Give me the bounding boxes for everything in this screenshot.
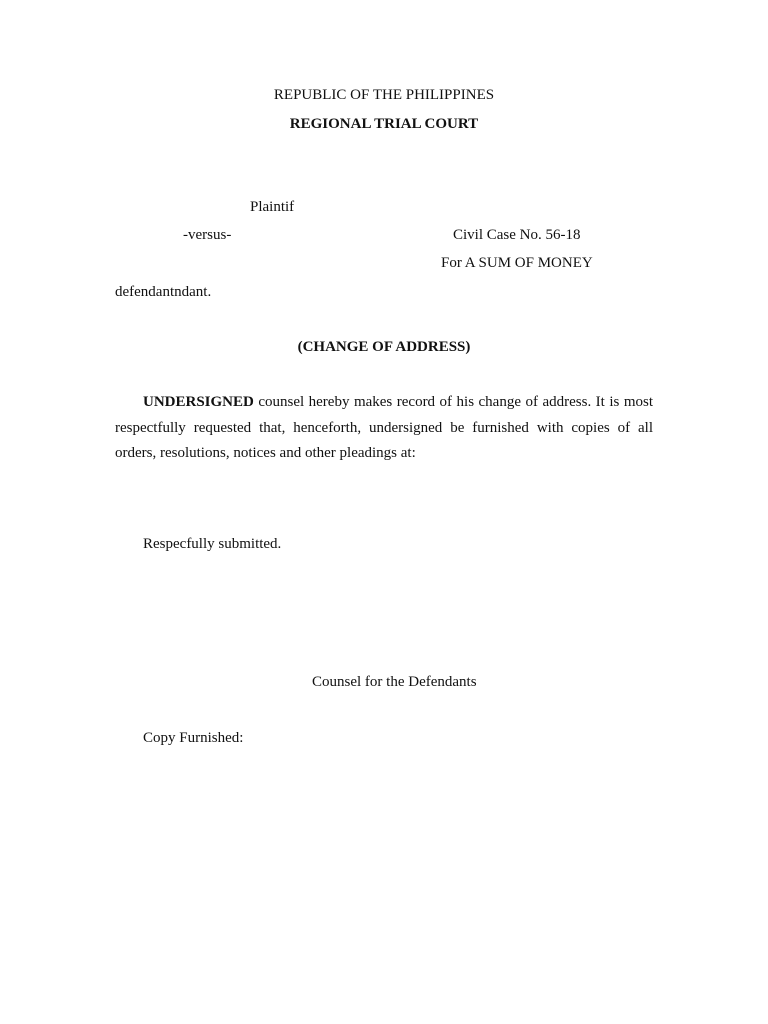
counsel-signature-label: Counsel for the Defendants — [312, 674, 477, 690]
respectfully-submitted: Respecfully submitted. — [143, 536, 282, 552]
court-heading: REGIONAL TRIAL COURT — [289, 116, 479, 132]
plaintiff-label: Plaintif — [250, 199, 295, 215]
body-text: counsel hereby makes record of his change of address. It is most respectfully requested that, henceforth, undersigned be furnished with copies of all orders, resolutions, notices and other pleadings at: — [115, 394, 653, 461]
body-paragraph — [115, 390, 653, 467]
defendant-label: defendantndant. — [115, 284, 212, 300]
case-nature: For A SUM OF MONEY — [441, 255, 593, 271]
versus-label: -versus- — [183, 227, 232, 243]
republic-heading: REPUBLIC OF THE PHILIPPINES — [273, 87, 495, 103]
copy-furnished-label: Copy Furnished: — [143, 730, 244, 746]
document-title: (CHANGE OF ADDRESS) — [297, 339, 471, 355]
case-number: Civil Case No. 56-18 — [453, 227, 581, 243]
body-lead-word: UNDERSIGNED — [143, 394, 254, 410]
